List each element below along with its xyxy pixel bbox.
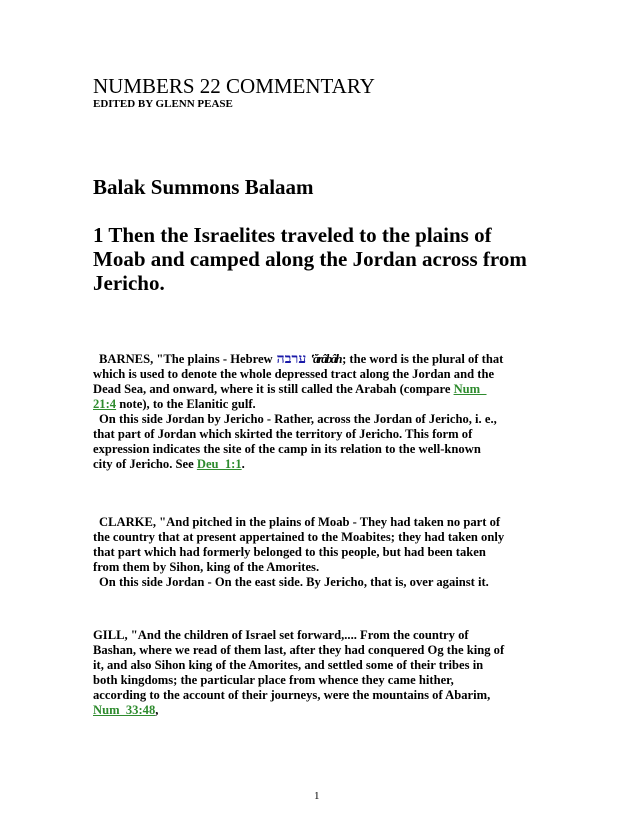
section-heading: Balak Summons Balaam (93, 175, 314, 199)
barnes-line: Dead Sea, and onward, where it is still called the Arabah (compare Num_ (93, 382, 487, 396)
barnes-commentary (93, 352, 563, 472)
gill-line: Bashan, where we read of them last, after they had conquered Og the king of (93, 643, 505, 657)
verse-line: Moab and camped along the Jordan across from (93, 247, 527, 271)
barnes-line: BARNES, "The plains - Hebrew ערבה ‛ărâbâh; the word is the plural of that (99, 351, 504, 367)
barnes-line: that part of Jordan which skirted the territory of Jericho. This form of (93, 427, 473, 441)
transliteration: ‛ărâbâh (310, 352, 342, 366)
verse-line: 1 Then the Israelites traveled to the plains of (93, 223, 492, 247)
barnes-line: city of Jericho. See Deu_1:1. (93, 457, 245, 471)
num-33-48-link[interactable]: Num_33:48 (93, 703, 156, 717)
clarke-commentary (93, 515, 563, 590)
gill-line: Num_33:48, (93, 703, 159, 717)
editor-credit: EDITED BY GLENN PEASE (93, 98, 233, 110)
gill-line: it, and also Sihon king of the Amorites, and settled some of their tribes in (93, 658, 484, 672)
gill-line: GILL, "And the children of Israel set forward,.... From the country of (93, 628, 469, 642)
clarke-line: the country that at present appertained to the Moabites; they had taken only (93, 530, 505, 544)
page-number: 1 (314, 790, 320, 802)
barnes-line: On this side Jordan by Jericho - Rather, across the Jordan of Jericho, i. e., (99, 412, 497, 426)
clarke-line: CLARKE, "And pitched in the plains of Moab - They had taken no part of (99, 515, 501, 529)
barnes-line: expression indicates the site of the camp in its relation to the well-known (93, 442, 481, 456)
clarke-line: On this side Jordan - On the east side. By Jericho, that is, over against it. (99, 575, 489, 589)
gill-commentary (93, 628, 563, 718)
num-link[interactable]: Num_ (453, 382, 487, 396)
document-title: NUMBERS 22 COMMENTARY (93, 74, 375, 98)
barnes-line: 21:4 note), to the Elanitic gulf. (93, 397, 256, 411)
barnes-line: which is used to denote the whole depressed tract along the Jordan and the (93, 367, 495, 381)
gill-line: both kingdoms; the particular place from whence they came hither, (93, 673, 454, 687)
verse-text (93, 223, 533, 295)
gill-line: according to the account of their journeys, were the mountains of Abarim, (93, 688, 491, 702)
hebrew-word: ערבה (276, 351, 307, 367)
clarke-line: that part which had formerly belonged to this people, but had been taken (93, 545, 486, 559)
clarke-line: from them by Sihon, king of the Amorites. (93, 560, 320, 574)
verse-line: Jericho. (93, 271, 165, 295)
num-21-4-link[interactable]: 21:4 (93, 397, 117, 411)
deu-1-1-link[interactable]: Deu_1:1 (196, 457, 242, 471)
